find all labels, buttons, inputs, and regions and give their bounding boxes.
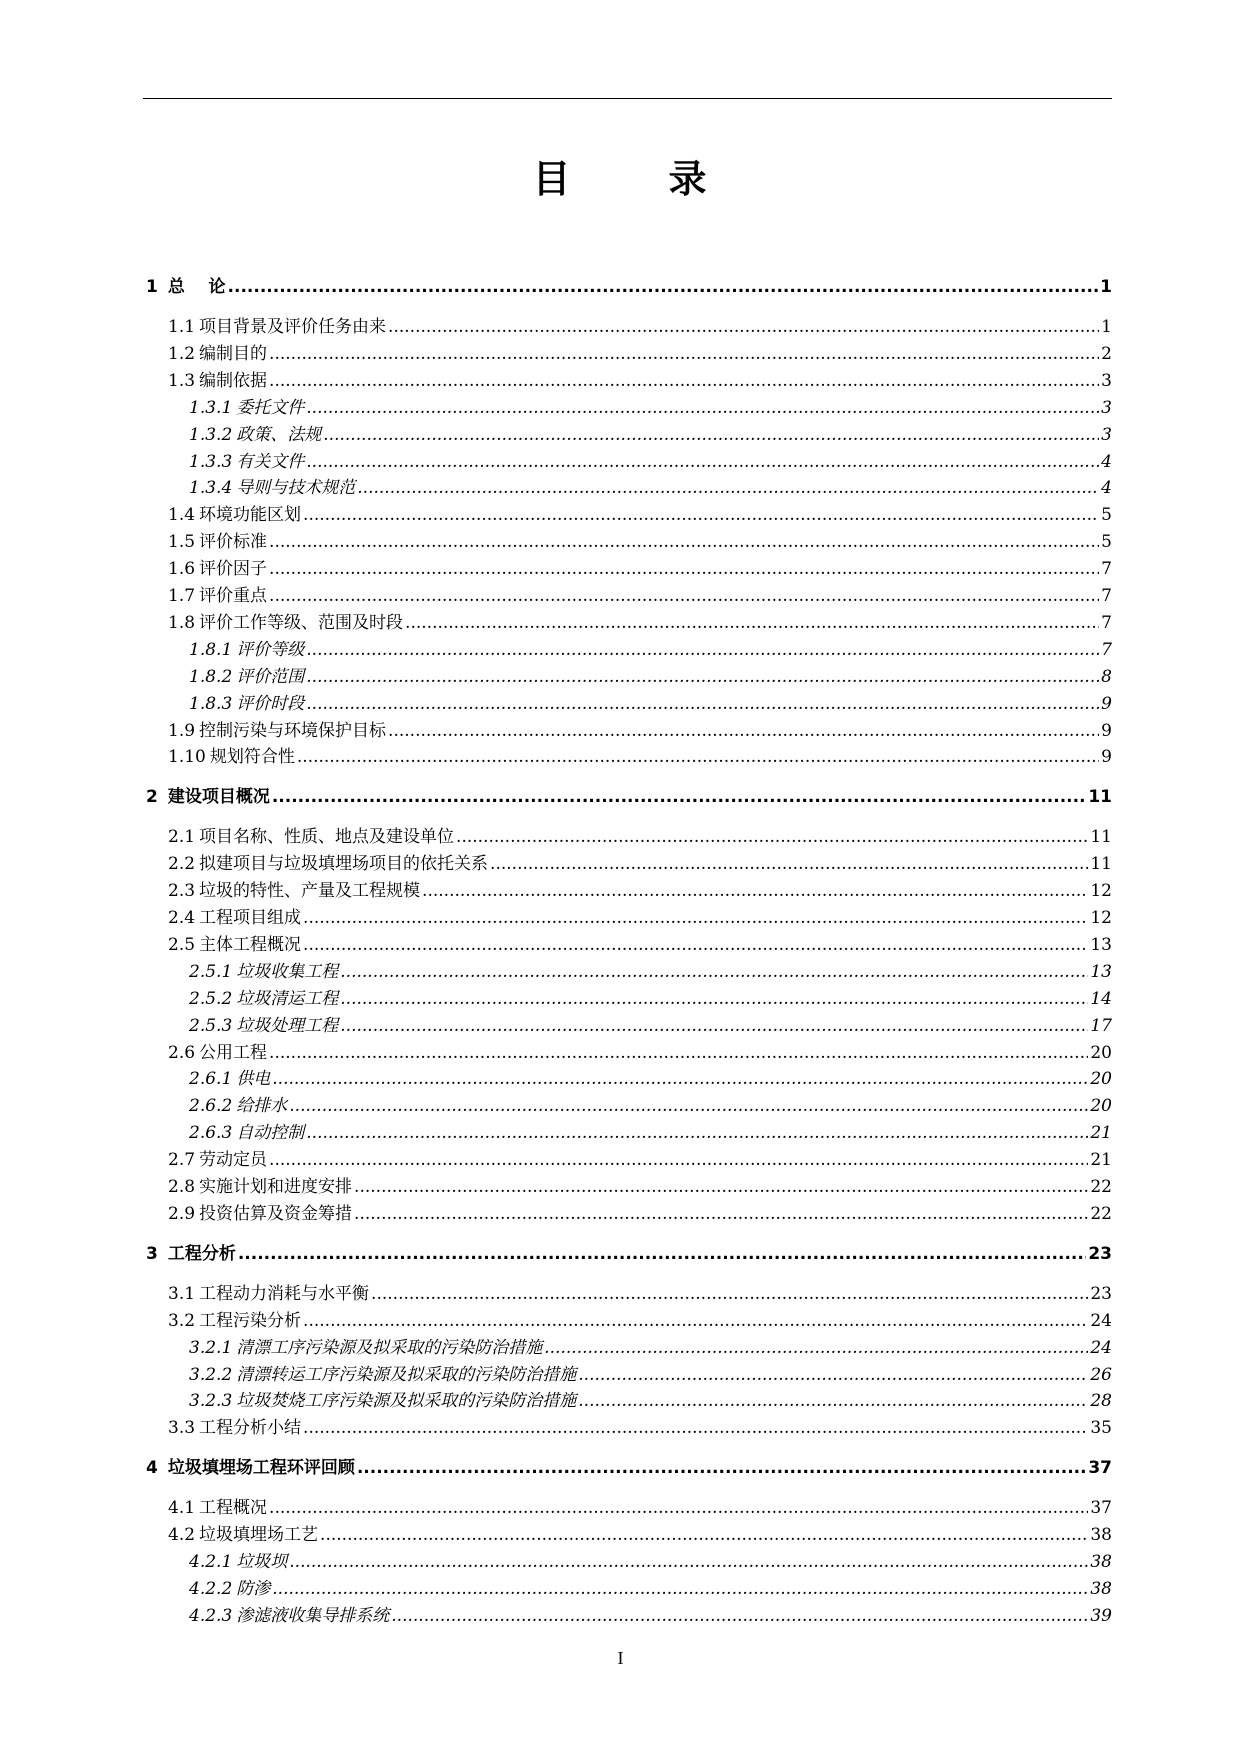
toc-entry-number: 3.2.2 [189,1364,233,1385]
toc-entry-page: 23 [1090,1283,1112,1304]
toc-entry-title: 工程动力消耗与水平衡 [199,1283,370,1304]
toc-entry-number: 1.10 [168,747,206,768]
dot-leader [456,827,1088,847]
toc-entry-number: 2.1 [168,827,196,848]
toc-entry-page: 24 [1090,1337,1112,1358]
toc-subsection[interactable] [189,447,1112,472]
toc-entry-page: 13 [1090,934,1112,955]
toc-section[interactable] [168,554,1112,579]
toc-entry-title: 投资估算及资金筹措 [199,1203,353,1224]
dot-leader [578,1365,1088,1385]
toc-subsection[interactable] [189,1091,1112,1116]
toc-entry-number: 1.8.1 [189,639,233,660]
toc-subsection[interactable] [189,662,1112,687]
toc-entry-title: 导则与技术规范 [236,478,356,499]
toc-entry-title: 工程分析小结 [199,1418,302,1439]
dot-leader [306,1123,1088,1143]
toc-entry-number: 2.8 [168,1177,196,1197]
toc-entry-number: 3 [146,1243,158,1264]
toc-entry-number: 4.2.2 [189,1578,233,1599]
toc-entry-page: 24 [1090,1310,1112,1331]
toc-entry-page: 35 [1090,1418,1112,1439]
dot-leader [269,586,1099,606]
toc-entry-title: 垃圾填埋场工程环评回顾 [167,1458,355,1479]
toc-entry-page: 22 [1090,1203,1112,1224]
toc-entry-page: 20 [1090,1042,1112,1063]
dot-leader [306,640,1099,660]
toc-entry-page: 8 [1101,666,1112,687]
dot-leader [544,1338,1088,1358]
toc-entry-title: 公用工程 [199,1042,268,1063]
toc-entry-number: 3.2.1 [189,1337,233,1358]
dot-leader [405,613,1099,633]
toc-subsection[interactable] [189,1011,1112,1036]
toc-entry-number: 3.1 [168,1283,196,1304]
dot-leader [238,1244,1086,1264]
toc-entry-page: 26 [1090,1364,1112,1385]
toc-entry-title: 实施计划和进度安排 [199,1177,353,1197]
toc-subsection[interactable] [189,1386,1112,1411]
toc-entry-title: 垃圾处理工程 [236,1015,339,1036]
toc-section[interactable] [168,608,1112,633]
toc-subsection[interactable] [189,1574,1112,1599]
toc-chapter[interactable] [146,782,1112,807]
toc-entry-title: 建设项目概况 [167,787,270,808]
dot-leader [303,1418,1088,1438]
toc-section[interactable] [168,1038,1112,1063]
toc-section[interactable] [168,1306,1112,1331]
toc-entry-title: 工程概况 [199,1498,268,1519]
toc-entry-page: 37 [1088,1458,1112,1479]
toc-entry-number: 1.8.2 [189,666,233,687]
toc-entry-page: 1 [1101,317,1112,337]
toc-section[interactable] [168,312,1112,337]
toc-section[interactable] [168,1172,1112,1197]
toc-entry-number: 2.6.1 [189,1069,233,1090]
toc-subsection[interactable] [189,420,1112,445]
dot-leader [306,694,1099,714]
dot-leader [388,317,1099,337]
title-char-right: 录 [668,157,709,201]
toc-entry-number: 4.2.1 [189,1552,233,1572]
toc-entry-number: 1.7 [168,586,196,606]
dot-leader [269,371,1099,391]
toc-entry-page: 7 [1101,612,1112,633]
dot-leader [422,881,1088,901]
toc-entry-page: 4 [1101,478,1112,499]
toc-entry-title: 垃圾填埋场工艺 [199,1525,319,1546]
dot-leader [269,344,1099,364]
toc-entry-page: 11 [1090,827,1112,848]
toc-entry-page: 1 [1100,277,1112,297]
toc-entry-page: 9 [1101,747,1112,768]
toc-entry-page: 22 [1090,1177,1112,1197]
toc-entry-title: 评价因子 [199,559,268,580]
toc-entry-page: 7 [1101,559,1112,580]
toc-entry-number: 2.5.3 [189,1015,233,1036]
toc-entry-number: 1.3.1 [189,397,233,418]
dot-leader [269,559,1099,579]
dot-leader [289,1096,1088,1116]
dot-leader [323,425,1099,445]
dot-leader [297,747,1099,767]
toc-subsection[interactable] [189,1547,1112,1572]
toc-entry-page: 3 [1101,424,1112,445]
toc-entry-page: 11 [1088,787,1112,808]
toc-subsection[interactable] [189,635,1112,660]
toc-entry-title: 供电 [236,1069,271,1090]
toc-section[interactable] [168,527,1112,552]
toc-entry-number: 2.6.3 [189,1123,233,1144]
toc-entry-title: 总 论 [167,277,226,297]
toc-entry-page: 37 [1090,1498,1112,1519]
toc-entry-title: 垃圾清运工程 [236,988,339,1009]
toc-entry-number: 2.5.1 [189,961,233,982]
toc-entry-title: 编制依据 [199,370,268,391]
toc-entry-number: 4.1 [168,1498,196,1519]
toc-entry-number: 2.4 [168,908,196,928]
dot-leader [272,1579,1088,1599]
toc-subsection[interactable] [189,1601,1112,1626]
toc-entry-number: 1.3.2 [189,424,233,445]
toc-entry-title: 给排水 [236,1096,288,1117]
toc-entry-number: 1.1 [168,317,196,337]
toc-section[interactable] [168,822,1112,847]
toc-entry-page: 20 [1090,1069,1112,1090]
dot-leader [269,1043,1088,1063]
toc-entry-title: 垃圾焚烧工序污染源及拟采取的污染防治措施 [236,1391,577,1412]
toc-section[interactable] [168,742,1112,767]
toc-entry-number: 1.3.4 [189,478,233,499]
toc-entry-number: 1.8.3 [189,693,233,714]
toc-entry-number: 2.5 [168,934,196,955]
toc-entry-page: 5 [1101,532,1112,553]
toc-entry-number: 2.3 [168,881,196,902]
title-char-left: 目 [532,157,573,201]
toc-section[interactable] [168,1279,1112,1304]
toc-subsection[interactable] [189,1333,1112,1358]
toc-entry-page: 14 [1090,988,1112,1009]
toc-entry-title: 劳动定员 [199,1150,268,1171]
dot-leader [354,1177,1088,1197]
toc-entry-title: 渗滤液收集导排系统 [236,1605,390,1626]
toc-entry-number: 1.5 [168,532,196,553]
toc-entry-page: 7 [1101,639,1112,660]
toc-entry-number: 1.3.3 [189,451,233,472]
toc-entry-number: 2.6.2 [189,1096,233,1117]
toc-entry-title: 评价工作等级、范围及时段 [199,612,404,633]
toc-entry-title: 委托文件 [236,397,305,418]
toc-entry-title: 清漂转运工序污染源及拟采取的污染防治措施 [236,1364,577,1385]
toc-entry-title: 垃圾坝 [236,1552,288,1572]
toc-subsection[interactable] [189,393,1112,418]
dot-leader [303,1311,1088,1331]
toc-entry-number: 2.5.2 [189,988,233,1009]
toc-entry-number: 1.4 [168,505,196,526]
toc-entry-page: 38 [1090,1525,1112,1546]
toc-entry-number: 1.8 [168,612,196,633]
toc-entry-number: 3.3 [168,1418,196,1439]
toc-chapter[interactable] [146,1239,1112,1264]
toc-entry-page: 3 [1101,370,1112,391]
toc-entry-page: 12 [1090,881,1112,902]
toc-entry-number: 2.9 [168,1203,196,1224]
dot-leader [371,1284,1088,1304]
toc-entry-number: 4.2 [168,1525,196,1546]
toc-subsection[interactable] [189,473,1112,498]
toc-section[interactable] [168,1145,1112,1170]
dot-leader [269,532,1099,552]
dot-leader [303,908,1088,928]
toc-entry-page: 20 [1090,1096,1112,1117]
toc-entry-number: 1.6 [168,559,196,580]
toc-entry-page: 39 [1090,1605,1112,1626]
dot-leader [388,721,1099,741]
toc-entry-number: 1.2 [168,343,196,364]
toc-section[interactable] [168,1413,1112,1438]
dot-leader [391,1606,1088,1626]
toc-section[interactable] [168,876,1112,901]
toc-entry-page: 23 [1088,1243,1112,1264]
toc-entry-title: 清漂工序污染源及拟采取的污染防治措施 [236,1337,543,1358]
toc-entry-title: 评价范围 [236,666,305,687]
toc-section[interactable] [168,1199,1112,1224]
toc-entry-number: 2.2 [168,854,196,875]
dot-leader [578,1391,1088,1411]
dot-leader [340,1016,1088,1036]
toc-subsection[interactable] [189,957,1112,982]
toc-entry-number: 3.2.3 [189,1391,233,1412]
toc-section[interactable] [168,366,1112,391]
dot-leader [357,478,1099,498]
toc-entry-title: 主体工程概况 [199,934,302,955]
toc-section[interactable] [168,1520,1112,1545]
toc-entry-page: 28 [1090,1391,1112,1412]
dot-leader [306,667,1099,687]
toc-subsection[interactable] [189,1118,1112,1143]
toc-entry-page: 21 [1090,1150,1112,1171]
toc-entry-title: 评价时段 [236,693,305,714]
toc-entry-title: 自动控制 [236,1123,305,1144]
toc-entry-title: 工程污染分析 [199,1310,302,1331]
dot-leader [289,1552,1088,1572]
dot-leader [306,452,1099,472]
toc-entry-page: 9 [1101,720,1112,741]
toc-entry-number: 1.3 [168,370,196,391]
toc-entry-title: 项目背景及评价任务由来 [199,317,387,337]
toc-entry-page: 12 [1090,908,1112,928]
toc-entry-page: 3 [1101,397,1112,418]
toc-entry-page: 17 [1090,1015,1112,1036]
toc-entry-page: 2 [1101,343,1112,364]
toc-entry-title: 工程项目组成 [199,908,302,928]
toc-section[interactable] [168,716,1112,741]
toc-section[interactable] [168,339,1112,364]
toc-entry-page: 5 [1101,505,1112,526]
dot-leader [272,787,1086,807]
toc-entry-page: 38 [1090,1578,1112,1599]
toc-entry-page: 38 [1090,1552,1112,1572]
toc-entry-title: 规划符合性 [209,747,295,768]
toc-entry-number: 2.7 [168,1150,196,1171]
dot-leader [269,1498,1088,1518]
toc-entry-title: 防渗 [236,1578,271,1599]
toc-entry-title: 评价标准 [199,532,268,553]
toc-entry-title: 评价等级 [236,639,305,660]
toc-entry-title: 环境功能区划 [199,505,302,526]
toc-entry-number: 2 [146,787,158,808]
toc-subsection[interactable] [189,689,1112,714]
toc-entry-number: 3.2 [168,1310,196,1331]
dot-leader [490,854,1088,874]
toc-entry-title: 政策、法规 [236,424,322,445]
toc-entry-number: 4.2.3 [189,1605,233,1626]
toc-entry-title: 垃圾收集工程 [236,961,339,982]
toc-entry-title: 项目名称、性质、地点及建设单位 [199,827,455,848]
toc-entry-title: 评价重点 [199,586,268,606]
dot-leader [340,989,1088,1009]
toc-entry-number: 1 [146,277,158,297]
toc-entry-number: 4 [146,1458,158,1479]
dot-leader [306,398,1099,418]
page-number-footer: I [617,1648,624,1668]
toc-entry-page: 21 [1090,1123,1112,1144]
dot-leader [357,1458,1086,1478]
dot-leader [269,1150,1088,1170]
dot-leader [354,1204,1088,1224]
toc-entry-title: 编制目的 [199,343,268,364]
toc-section[interactable] [168,500,1112,525]
toc-subsection[interactable] [189,1064,1112,1089]
toc-entry-page: 7 [1101,586,1112,606]
dot-leader [303,935,1088,955]
toc-entry-title: 控制污染与环境保护目标 [199,720,387,741]
toc-section[interactable] [168,930,1112,955]
toc-chapter[interactable] [146,272,1112,297]
toc-entry-title: 有关文件 [236,451,305,472]
toc-entry-page: 4 [1101,451,1112,472]
dot-leader [228,277,1099,297]
toc-section[interactable] [168,849,1112,874]
toc-entry-number: 2.6 [168,1042,196,1063]
toc-entry-title: 拟建项目与垃圾填埋场项目的依托关系 [199,854,489,875]
toc-section[interactable] [168,903,1112,928]
toc-entry-number: 1.9 [168,720,196,741]
toc-entry-page: 11 [1090,854,1112,875]
toc-entry-title: 垃圾的特性、产量及工程规模 [199,881,421,902]
toc-subsection[interactable] [189,1360,1112,1385]
toc-section[interactable] [168,1493,1112,1518]
dot-leader [320,1525,1088,1545]
toc-entry-page: 9 [1101,693,1112,714]
dot-leader [340,962,1088,982]
dot-leader [303,505,1099,525]
toc-subsection[interactable] [189,984,1112,1009]
toc-entry-title: 工程分析 [167,1243,236,1264]
dot-leader [272,1069,1088,1089]
toc-chapter[interactable] [146,1453,1112,1478]
toc-entry-page: 13 [1090,961,1112,982]
toc-section[interactable] [168,581,1112,606]
